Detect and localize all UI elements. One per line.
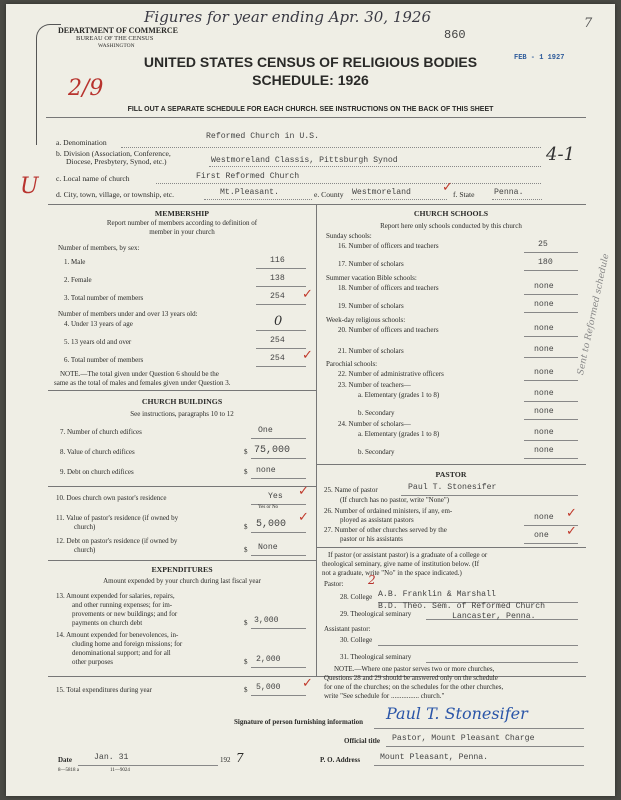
q3-line (256, 304, 306, 305)
q20-value: none (534, 324, 554, 333)
q15-line (251, 695, 306, 696)
q27-line (524, 543, 578, 544)
denomination-value: Reformed Church in U.S. (206, 132, 320, 141)
q17-line (524, 270, 578, 271)
q18-value: none (534, 282, 554, 291)
q29-value-2: Lancaster, Penna. (452, 612, 536, 621)
check-mark-icon: ✓ (566, 506, 577, 521)
date-line (78, 765, 218, 766)
q24a-line (524, 440, 578, 441)
q8-dollar: $ (244, 448, 248, 456)
q22-line (524, 380, 578, 381)
q28-label: 28. College (340, 593, 373, 601)
q3-value: 254 (270, 292, 285, 301)
q12-label-2: church) (74, 546, 96, 554)
local-name-value: First Reformed Church (196, 172, 300, 181)
check-mark-icon: ✓ (566, 524, 577, 539)
print-code-2: 11—9024 (110, 768, 130, 773)
q19-line (524, 312, 578, 313)
q12-value: None (258, 543, 278, 552)
q5-value: 254 (270, 336, 285, 345)
q13-line-1: 13. Amount expended for salaries, repairs, (56, 592, 175, 600)
county-label: e. County (314, 190, 344, 199)
q24b-line (524, 458, 578, 459)
q6-line (256, 366, 306, 367)
q21-line (524, 357, 578, 358)
q11-value: 5,000 (256, 519, 287, 530)
q1-line (256, 268, 306, 269)
q29-label: 29. Theological seminary (340, 610, 412, 618)
q24-label: 24. Number of scholars— (338, 420, 411, 428)
q22-label: 22. Number of administrative officers (338, 370, 444, 378)
q9-line (251, 478, 306, 479)
q15-value: 5,000 (256, 683, 281, 692)
official-title-value: Pastor, Mount Pleasant Charge (392, 734, 535, 743)
q25-value: Paul T. Stonesifer (408, 483, 497, 492)
membership-note-1: NOTE.—The total given under Question 6 should be the (60, 370, 219, 378)
q15-label: 15. Total expenditures during year (56, 686, 152, 694)
top-handwritten-note: Figures for year ending Apr. 30, 1926 (144, 8, 431, 26)
q14-value: 2,000 (256, 655, 281, 664)
q10-label: 10. Does church own pastor's residence (56, 494, 167, 502)
sunday-heading: Sunday schools: (326, 232, 372, 240)
q24b-label: b. Secondary (358, 448, 395, 456)
q24a-label: a. Elementary (grades 1 to 8) (358, 430, 440, 438)
red-code-annotation: 2/9 (68, 76, 104, 101)
county-value: Westmoreland (352, 188, 411, 197)
weekday-heading: Week-day religious schools: (326, 316, 406, 324)
q15-dollar: $ (244, 686, 248, 694)
q27-line-2: pastor or his assistants (340, 535, 403, 543)
q21-label: 21. Number of scholars (338, 347, 404, 355)
age-heading: Number of members under and over 13 years old: (58, 310, 198, 318)
q26-line-1: 26. Number of ordained ministers, if any, em- (324, 507, 453, 515)
q23a-label: a. Elementary (grades 1 to 8) (358, 391, 440, 399)
check-mark-icon: ✓ (298, 484, 309, 499)
signature-line (374, 728, 584, 729)
bureau-name: BUREAU OF THE CENSUS (76, 35, 154, 42)
pastor-note-4: write "See schedule for ................ church." (324, 692, 445, 700)
q13-line-3: provements or new buildings; and for (72, 610, 178, 618)
q8-line (251, 458, 306, 459)
q8-label: 8. Value of church edifices (60, 448, 135, 456)
membership-intro-2: member in your church (149, 228, 215, 236)
state-line (492, 199, 542, 200)
q13-line (251, 628, 306, 629)
assistant-heading: Assistant pastor: (324, 625, 371, 633)
q8-value: 75,000 (254, 445, 291, 456)
q16-value: 25 (538, 240, 548, 249)
division-value: Westmoreland Classis, Pittsburgh Synod (211, 156, 398, 165)
q20-line (524, 336, 578, 337)
q14-line-2: cluding home and foreign missions; for (72, 640, 183, 648)
q28-value: A.B. Franklin & Marshall (378, 590, 496, 599)
q2-value: 138 (270, 274, 285, 283)
department-name: DEPARTMENT OF COMMERCE (58, 26, 179, 35)
q14-line-3: denominational support; and for all (72, 649, 171, 657)
q25-hint: (If church has no pastor, write "None") (340, 496, 450, 504)
q14-dollar: $ (244, 658, 248, 666)
q23a-value: none (534, 389, 554, 398)
q2-line (256, 286, 306, 287)
q12-line (251, 555, 306, 556)
buildings-mid-rule (48, 486, 316, 487)
bureau-city: WASHINGTON (98, 43, 135, 49)
check-mark-icon: ✓ (298, 510, 309, 525)
q18-line (524, 294, 578, 295)
print-code-1: 8—5818 a (58, 768, 79, 773)
po-address-line (374, 765, 584, 766)
table-top-rule (48, 204, 586, 205)
q3-label: 3. Total number of members (64, 294, 144, 302)
q14-line-1: 14. Amount expended for benevolences, in- (56, 631, 179, 639)
census-schedule-sheet (6, 4, 615, 796)
buildings-bottom-rule (48, 560, 316, 561)
pastor-note-2: Questions 28 and 29 should be answered only on the schedule (324, 674, 498, 682)
q13-line-4: payments on church debt (72, 619, 143, 627)
membership-intro-1: Report number of members according to definition of (106, 219, 258, 227)
q13-line-2: and other running expenses; for im- (72, 601, 173, 609)
side-handwritten-note: Sent to Reformed schedule (576, 252, 612, 377)
q1-label: 1. Male (64, 258, 86, 266)
q31-line (426, 662, 578, 663)
q16-line (524, 252, 578, 253)
year-digit: 7 (236, 751, 244, 765)
q24b-value: none (534, 446, 554, 455)
q11-dollar: $ (244, 523, 248, 531)
q12-label-1: 12. Debt on pastor's residence (if owned by (56, 537, 178, 545)
city-label: d. City, town, village, or township, etc. (56, 190, 175, 199)
form-title: UNITED STATES CENSUS OF RELIGIOUS BODIES (143, 54, 478, 70)
grad-line-2: theological seminary, give name of institution below. (If (322, 560, 480, 568)
q9-dollar: $ (244, 468, 248, 476)
grad-line-1: If pastor (or assistant pastor) is a graduate of a college or (328, 551, 488, 559)
q5-line (256, 348, 306, 349)
q19-label: 19. Number of scholars (338, 302, 404, 310)
q17-label: 17. Number of scholars (338, 260, 404, 268)
q7-line (251, 438, 306, 439)
division-label-line2: Diocese, Presbytery, Synod, etc.) (66, 157, 167, 166)
denomination-label: a. Denomination (56, 138, 107, 147)
q6-label: 6. Total number of members (64, 356, 144, 364)
division-line (209, 166, 541, 167)
official-title-line (386, 746, 584, 747)
pastor-number: 2 (368, 573, 376, 587)
q17-value: 180 (538, 258, 553, 267)
q22-value: none (534, 368, 554, 377)
q12-dollar: $ (244, 546, 248, 554)
grad-line-3: not a graduate, write "No" in the space indicated.) (322, 569, 462, 577)
q2-label: 2. Female (64, 276, 92, 284)
q13-dollar: $ (244, 619, 248, 627)
schools-bottom-rule (316, 464, 586, 465)
local-name-label: c. Local name of church (56, 174, 130, 183)
buildings-intro: See instructions, paragraphs 10 to 12 (130, 410, 234, 418)
pastor-note-1: NOTE.—Where one pastor serves two or more churches, (334, 665, 495, 673)
q4-line (256, 330, 306, 331)
q9-label: 9. Debt on church edifices (60, 468, 134, 476)
membership-note-2: same as the total of males and females given under Question 3. (54, 379, 231, 387)
q11-line (251, 532, 306, 533)
buildings-title: CHURCH BUILDINGS (141, 397, 223, 406)
expenditures-title: EXPENDITURES (151, 565, 213, 574)
q11-label-1: 11. Value of pastor's residence (if owned by (56, 514, 179, 522)
pastor-heading: Pastor: (324, 580, 344, 588)
district-code: 4-1 (546, 144, 575, 165)
q26-value: none (534, 513, 554, 522)
schedule-title: SCHEDULE: 1926 (252, 72, 369, 88)
city-value: Mt.Pleasant. (220, 188, 279, 197)
q23b-line (524, 419, 578, 420)
signature-label: Signature of person furnishing information (234, 718, 363, 726)
check-mark-icon: ✓ (302, 676, 313, 691)
q23-label: 23. Number of teachers— (338, 381, 411, 389)
q27-line-1: 27. Number of other churches served by the (324, 526, 447, 534)
by-sex-heading: Number of members, by sex: (58, 244, 140, 252)
q7-label: 7. Number of church edifices (60, 428, 142, 436)
q29-value-1: B.D. Theo. Sem. of Reformed Church (378, 602, 546, 611)
schedule-stamp-number: 860 (444, 28, 466, 42)
q30-line (378, 645, 578, 646)
form-instruction: FILL OUT A SEPARATE SCHEDULE FOR EACH CHURCH. SEE INSTRUCTIONS ON THE BACK OF THIS SHEET (127, 106, 494, 113)
schools-title: CHURCH SCHOOLS (413, 209, 489, 218)
signature: Paul T. Stonesifer (386, 704, 528, 723)
date-label: Date (58, 756, 72, 764)
q14-line-4: other purposes (72, 658, 114, 666)
q4-label: 4. Under 13 years of age (64, 320, 133, 328)
red-letter-annotation: U (20, 174, 39, 199)
q30-label: 30. College (340, 636, 373, 644)
q27-value: one (534, 531, 549, 540)
q10-value: Yes (268, 492, 283, 501)
division-label-line1: b. Division (Association, Conference, (56, 149, 171, 158)
q16-label: 16. Number of officers and teachers (338, 242, 439, 250)
check-mark-icon: ✓ (442, 180, 453, 195)
county-line (351, 199, 447, 200)
q23a-line (524, 401, 578, 402)
q23b-value: none (534, 407, 554, 416)
q21-value: none (534, 345, 554, 354)
q9-value: none (256, 466, 276, 475)
pastor-mid-rule (316, 547, 586, 548)
membership-bottom-rule (48, 390, 316, 391)
check-mark-icon: ✓ (302, 348, 313, 363)
q4-value: 0 (274, 314, 283, 329)
city-line (204, 199, 312, 200)
state-label: f. State (453, 190, 475, 199)
state-value: Penna. (494, 188, 524, 197)
membership-title: MEMBERSHIP (154, 209, 210, 218)
denomination-line (121, 147, 541, 148)
q18-label: 18. Number of officers and teachers (338, 284, 439, 292)
q31-label: 31. Theological seminary (340, 653, 412, 661)
q7-value: One (258, 426, 273, 435)
q5-label: 5. 13 years old and over (64, 338, 132, 346)
pastor-title: PASTOR (435, 470, 467, 479)
schools-intro: Report here only schools conducted by this church (380, 222, 522, 230)
expenditures-intro: Amount expended by your church during last fiscal year (103, 577, 261, 585)
check-mark-icon: ✓ (302, 287, 313, 302)
column-divider (316, 204, 317, 676)
year-prefix: 192 (220, 756, 231, 764)
header-rule (46, 117, 586, 118)
local-name-line (156, 183, 541, 184)
q23b-label: b. Secondary (358, 409, 395, 417)
po-address-label: P. O. Address (320, 756, 361, 764)
official-title-label: Official title (344, 737, 380, 745)
q26-line-2: ployed as assistant pastors (340, 516, 414, 524)
pastor-note-3: for one of the churches; on the schedules for the other churches, (324, 683, 504, 691)
parochial-heading: Parochial schools: (326, 360, 378, 368)
po-address-value: Mount Pleasant, Penna. (380, 753, 489, 762)
table-bottom-rule (48, 676, 586, 677)
q19-value: none (534, 300, 554, 309)
summer-heading: Summer vacation Bible schools: (326, 274, 417, 282)
received-date-stamp: FEB - 1 1927 (514, 54, 565, 62)
corner-number: 7 (584, 16, 593, 31)
date-value: Jan. 31 (94, 753, 129, 762)
q11-label-2: church) (74, 523, 96, 531)
q14-line (251, 667, 306, 668)
q1-value: 116 (270, 256, 285, 265)
q25-label: 25. Name of pastor (324, 486, 378, 494)
q20-label: 20. Number of officers and teachers (338, 326, 439, 334)
q13-value: 3,000 (254, 616, 279, 625)
q10-hint: Yes or No (258, 505, 279, 510)
q24a-value: none (534, 428, 554, 437)
q6-value: 254 (270, 354, 285, 363)
